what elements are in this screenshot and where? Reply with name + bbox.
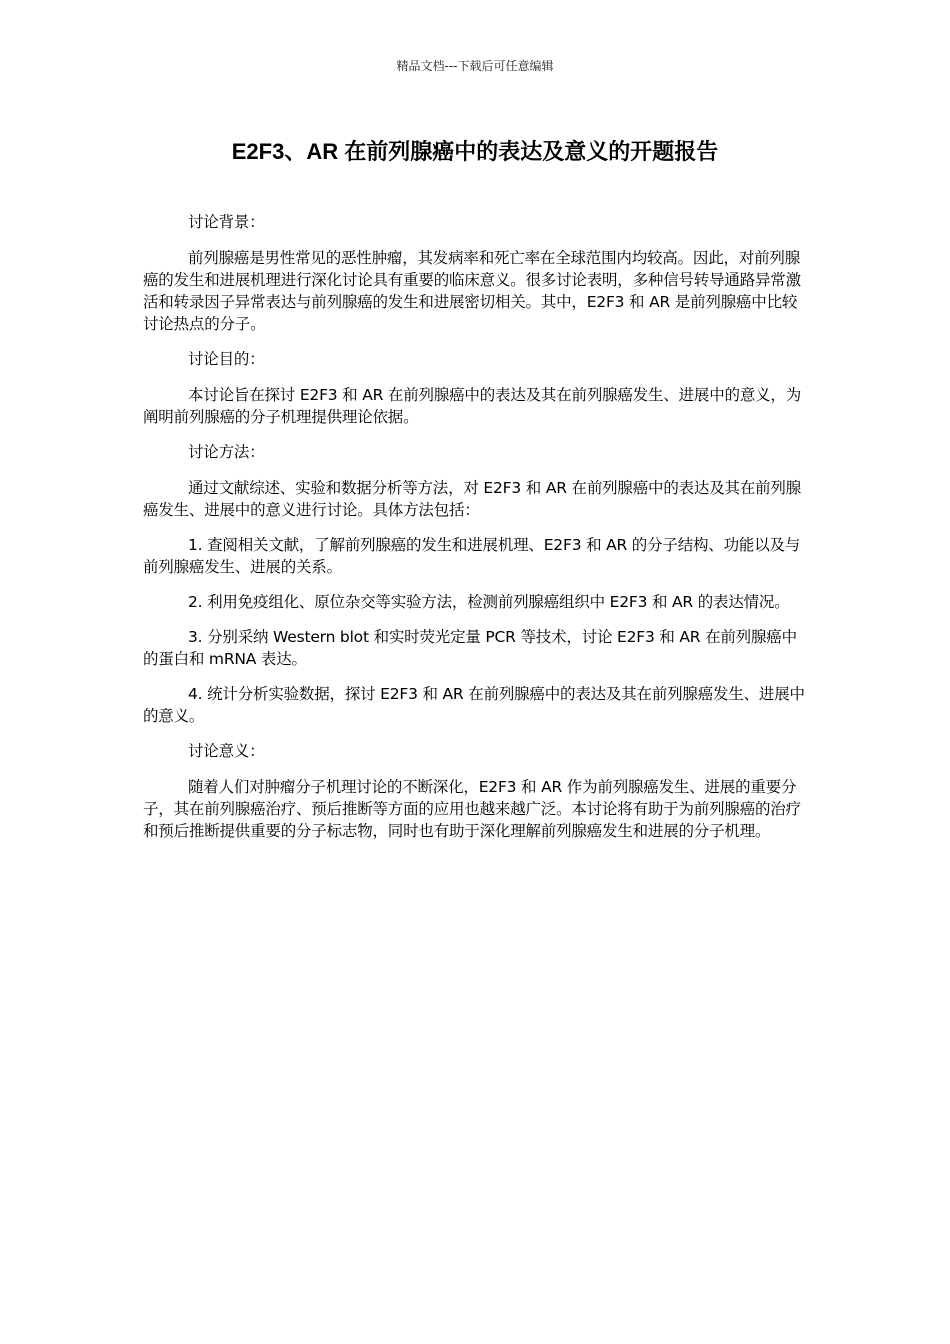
paragraph-methods-intro: 通过文献综述、实验和数据分析等方法，对 E2F3 和 AR 在前列腺癌中的表达及其在前列腺癌发生、进展中的意义进行讨论。具体方法包括：	[143, 479, 802, 519]
document-title: E2F3、AR 在前列腺癌中的表达及意义的开题报告	[231, 139, 719, 164]
paragraph-significance: 随着人们对肿瘤分子机理讨论的不断深化，E2F3 和 AR 作为前列腺癌发生、进展的重要分子，其在前列腺癌治疗、预后推断等方面的应用也越来越广泛。本讨论将有助于为前列腺癌的治疗和预后推断提供重要的分子标志物，同时也有助于深化理解前列腺癌发生和进展的分子机理。	[143, 778, 801, 840]
method-item-1: 1. 查阅相关文献，了解前列腺癌的发生和进展机理、E2F3 和 AR 的分子结构、功能以及与前列腺癌发生、进展的关系。	[143, 536, 801, 576]
paragraph-purpose: 本讨论旨在探讨 E2F3 和 AR 在前列腺癌中的表达及其在前列腺癌发生、进展中的意义，为阐明前列腺癌的分子机理提供理论依据。	[143, 386, 802, 426]
method-item-4: 4. 统计分析实验数据，探讨 E2F3 和 AR 在前列腺癌中的表达及其在前列腺癌发生、进展中的意义。	[143, 685, 805, 725]
section-heading-purpose: 讨论目的：	[188, 350, 265, 368]
section-heading-methods: 讨论方法：	[188, 443, 265, 461]
method-item-3: 3. 分别采纳 Western blot 和实时荧光定量 PCR 等技术，讨论 E2F3 和 AR 在前列腺癌中的蛋白和 mRNA 表达。	[143, 628, 797, 668]
method-item-2: 2. 利用免疫组化、原位杂交等实验方法，检测前列腺癌组织中 E2F3 和 AR 的表达情况。	[188, 593, 790, 611]
section-heading-significance: 讨论意义：	[188, 742, 265, 760]
paragraph-background: 前列腺癌是男性常见的恶性肿瘤，其发病率和死亡率在全球范围内均较高。因此，对前列腺癌的发生和进展机理进行深化讨论具有重要的临床意义。很多讨论表明，多种信号转导通路异常激活和转录因子异常表达与前列腺癌的发生和进展密切相关。其中，E2F3 和 AR 是前列腺癌中比较讨论热点的分子。	[143, 249, 801, 333]
page-header: 精品文档---下载后可任意编辑	[396, 59, 554, 73]
document-body	[143, 211, 811, 855]
section-heading-background: 讨论背景：	[188, 213, 265, 231]
